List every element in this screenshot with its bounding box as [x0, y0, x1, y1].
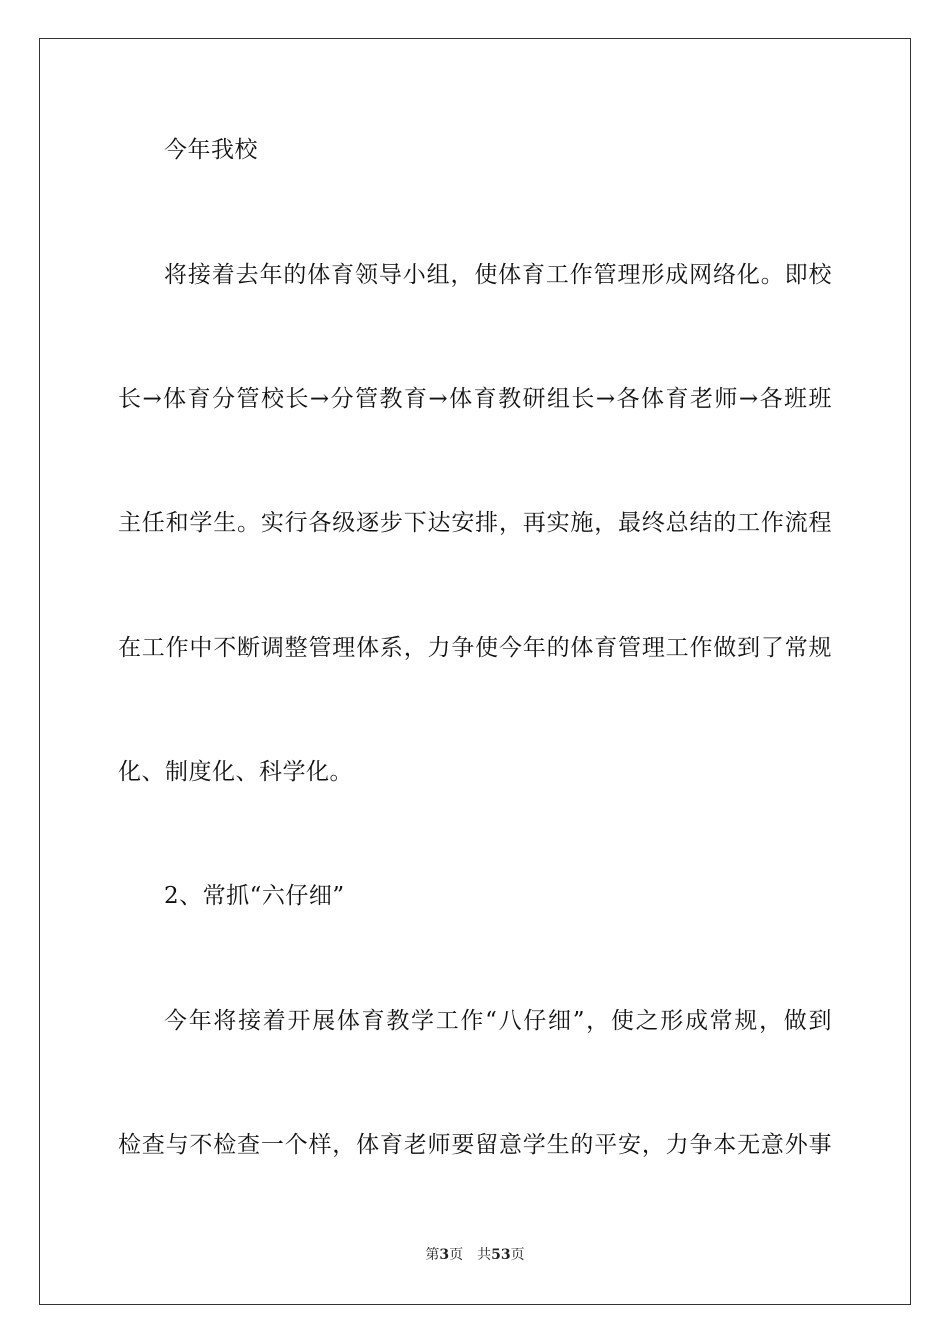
paragraph-line-6: 化、制度化、科学化。	[118, 759, 353, 785]
paragraph-line-3: 长→体育分管校长→分管教育→体育教研组长→各体育老师→各班班	[118, 386, 832, 412]
page-footer	[0, 1246, 950, 1264]
footer-total-suffix: 页	[510, 1247, 525, 1263]
page-border	[39, 38, 911, 1305]
paragraph-line-5: 在工作中不断调整管理体系，力争使今年的体育管理工作做到了常规	[118, 635, 832, 661]
paragraph-line-4: 主任和学生。实行各级逐步下达安排，再实施，最终总结的工作流程	[118, 510, 832, 536]
section-heading: 2、常抓“六仔细”	[164, 883, 345, 909]
paragraph-line-9: 检查与不检查一个样，体育老师要留意学生的平安，力争本无意外事	[118, 1132, 832, 1158]
paragraph-line-8: 今年将接着开展体育教学工作“八仔细”，使之形成常规，做到	[164, 1008, 832, 1034]
footer-page-prefix: 第	[425, 1247, 440, 1263]
footer-page-suffix: 页	[449, 1247, 464, 1263]
paragraph-line-1: 今年我校	[164, 137, 258, 163]
footer-total-prefix: 共	[477, 1247, 492, 1263]
footer-total-pages: 53	[491, 1247, 511, 1263]
footer-page-number: 3	[439, 1247, 450, 1263]
paragraph-line-2: 将接着去年的体育领导小组，使体育工作管理形成网络化。即校	[164, 262, 832, 288]
